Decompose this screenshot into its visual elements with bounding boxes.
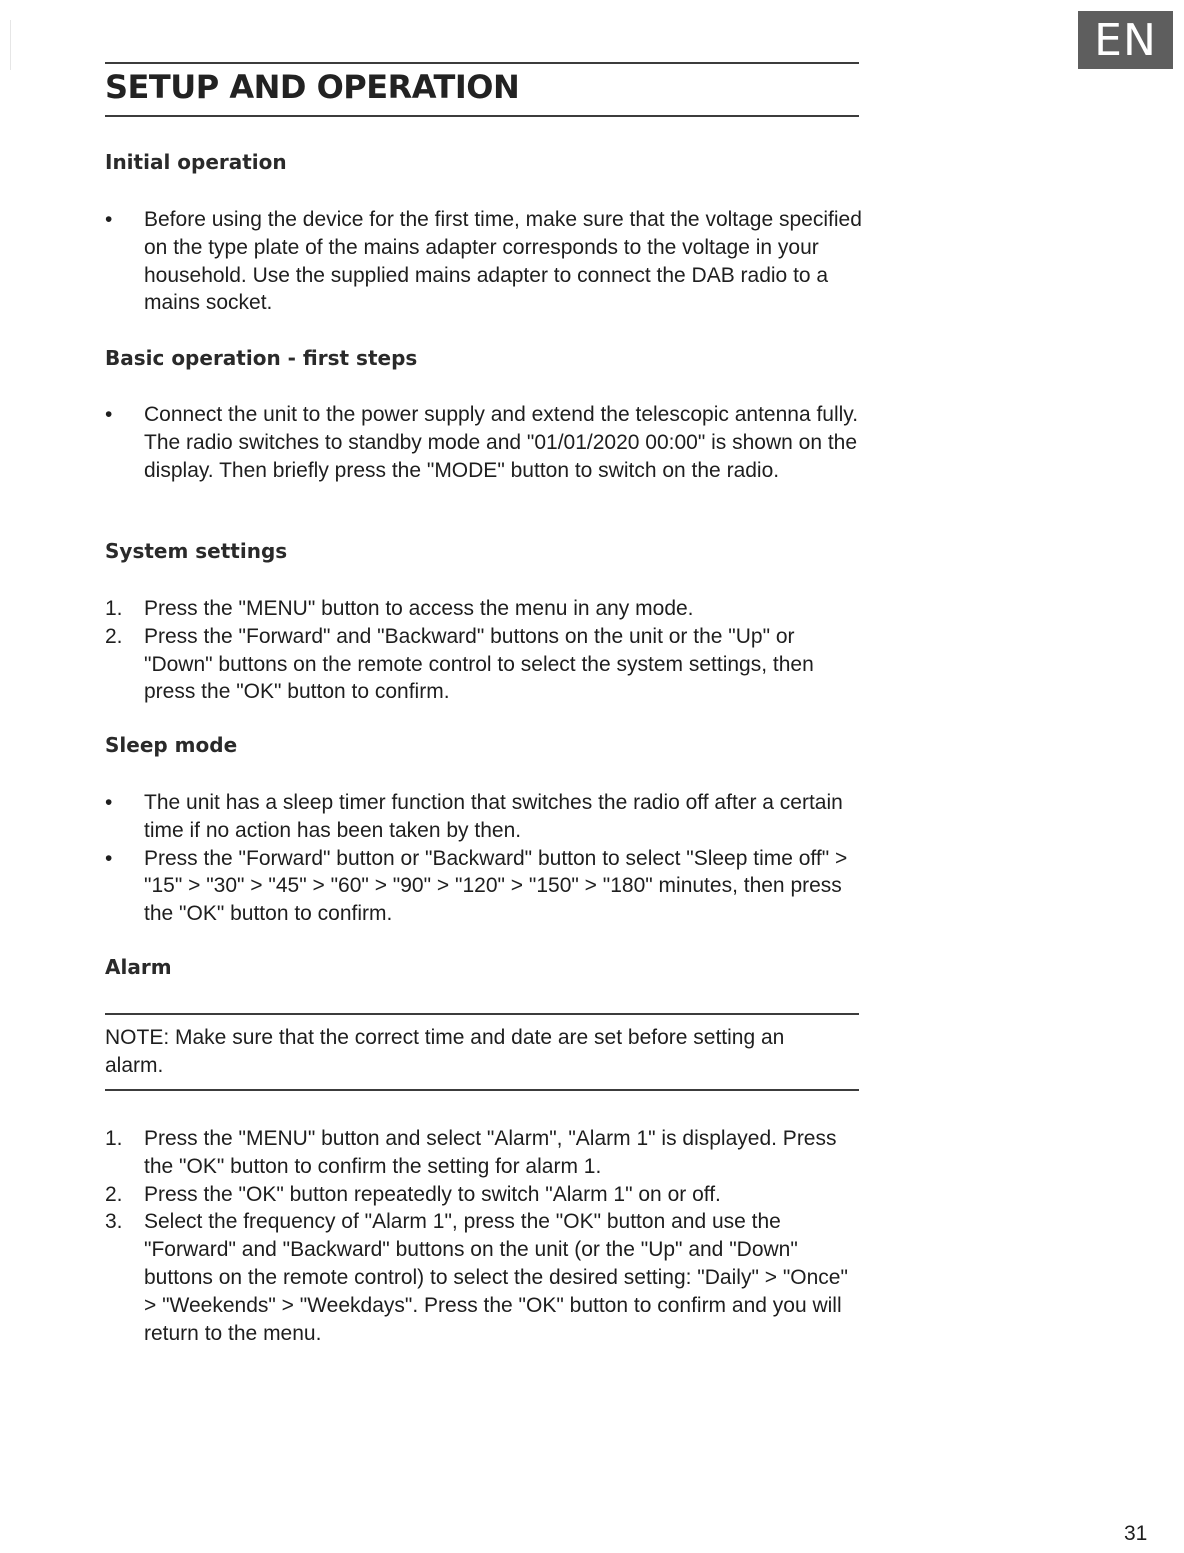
list-item-text: Before using the device for the first time, make sure that the voltage specified on the type plate of the mains adapter corresponds to the voltage in your household. Use the supplied mains adapter to connect the DAB radio to a mains socket. [144, 208, 862, 315]
heading-system-settings: System settings [105, 539, 288, 563]
heading-alarm: Alarm [105, 955, 172, 979]
list-item-text: Connect the unit to the power supply and extend the telescopic antenna fully. The radio switches to standby mode and "01/01/2020 00:00" is shown on the display. Then briefly press the "MODE" button to switch on the radio. [144, 403, 859, 482]
list-item-text: Press the "MENU" button to access the menu in any mode. [144, 597, 694, 620]
sleep-mode-list [105, 789, 865, 928]
step-number: 2. [105, 624, 123, 648]
step-number: 1. [105, 597, 123, 620]
list-item [105, 623, 865, 706]
list-item [105, 401, 865, 484]
bullet-marker: • [105, 208, 113, 231]
bullet-marker: • [105, 846, 113, 870]
heading-basic-operation: Basic operation - first steps [105, 346, 418, 370]
title-top-rule [105, 62, 859, 64]
list-item-text: Select the frequency of "Alarm 1", press the "OK" button and use the "Forward" and "Backward" buttons on the unit (or the "Up" and "Down" buttons on the remote control) to select the desired setting: "Daily" > "Once" > "Weekends" > "Weekdays". Press the "OK" button to confirm and you will return to the menu. [144, 1210, 848, 1345]
language-badge: EN [1078, 11, 1173, 69]
list-item [105, 1125, 865, 1181]
list-item [105, 1181, 865, 1209]
list-item [105, 1208, 865, 1347]
alarm-note: NOTE: Make sure that the correct time and date are set before setting an alarm. [105, 1026, 785, 1077]
list-item [105, 595, 865, 623]
page-edge-mark [10, 20, 11, 70]
bullet-marker: • [105, 403, 113, 426]
note-top-rule [105, 1013, 859, 1015]
page-number: 31 [1124, 1522, 1148, 1545]
step-number: 1. [105, 1127, 123, 1150]
initial-operation-list [105, 206, 865, 317]
list-item-text: Press the "Forward" and "Backward" buttons on the unit or the "Up" or "Down" buttons on the remote control to select the system settings, then press the "OK" button to confirm. [144, 624, 814, 704]
heading-sleep-mode: Sleep mode [105, 733, 238, 757]
list-item [105, 789, 865, 845]
step-number: 2. [105, 1182, 123, 1206]
list-item-text: The unit has a sleep timer function that switches the radio off after a certain time if no action has been taken by then. [144, 791, 843, 842]
title-bottom-rule [105, 115, 859, 117]
note-bottom-rule [105, 1089, 859, 1091]
heading-initial-operation: Initial operation [105, 150, 287, 174]
list-item-text: Press the "OK" button repeatedly to switch "Alarm 1" on or off. [144, 1182, 721, 1206]
alarm-steps [105, 1125, 865, 1347]
bullet-marker: • [105, 791, 113, 814]
system-settings-steps [105, 595, 865, 706]
list-item [105, 845, 865, 928]
list-item [105, 206, 865, 317]
page-title: SETUP AND OPERATION [105, 68, 520, 106]
basic-operation-list [105, 401, 865, 484]
step-number: 3. [105, 1210, 123, 1234]
list-item-text: Press the "Forward" button or "Backward" button to select "Sleep time off" > "15" > "30" > "45" > "60" > "90" > "120" > "150" > "180" minutes, then press the "OK" button to confirm. [144, 846, 848, 926]
list-item-text: Press the "MENU" button and select "Alarm", "Alarm 1" is displayed. Press the "OK" button to confirm the setting for alarm 1. [144, 1127, 837, 1178]
